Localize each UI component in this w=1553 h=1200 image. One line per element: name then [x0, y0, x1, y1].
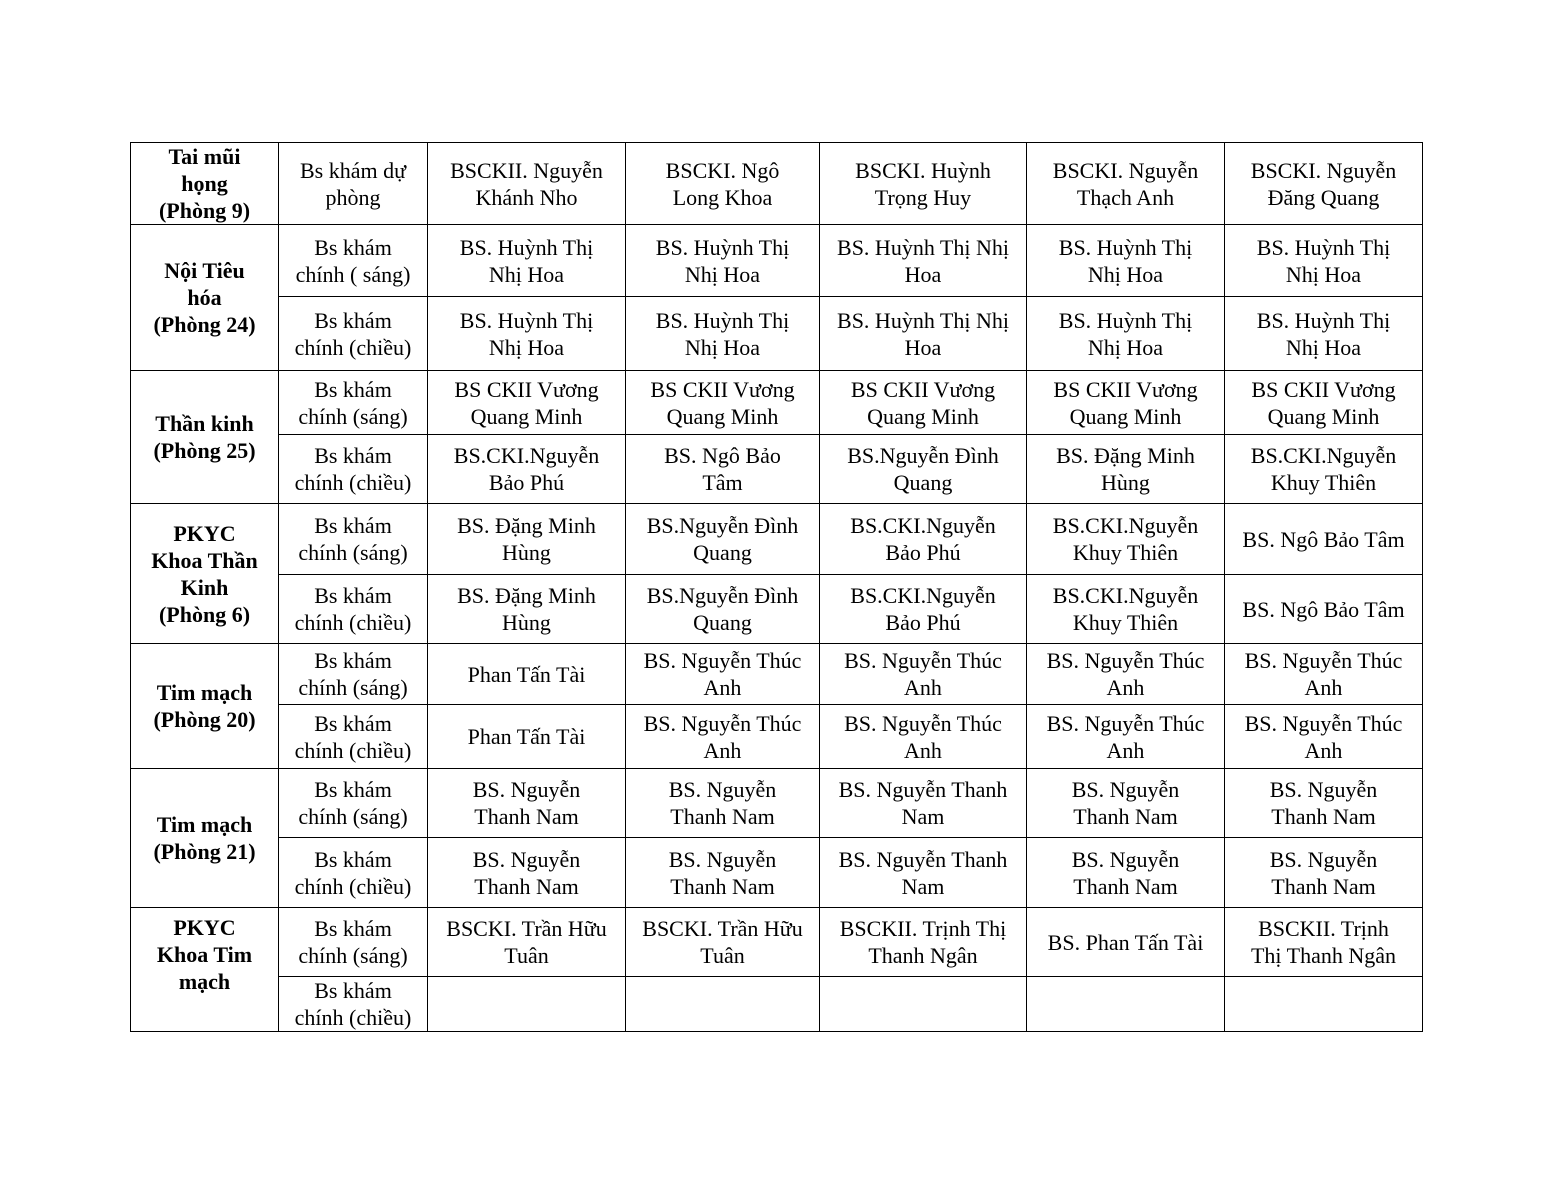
table-row	[131, 575, 1423, 644]
doctor-cell: BSCKII. Trịnh Thị Thanh Ngân	[1225, 908, 1423, 977]
doctor-cell: BSCKI. Nguyễn Đăng Quang	[1225, 143, 1423, 225]
role-cell: Bs khám chính (sáng)	[279, 644, 428, 705]
department-cell: Nội Tiêu hóa (Phòng 24)	[131, 225, 279, 371]
doctor-cell: BS.Nguyễn Đình Quang	[820, 435, 1027, 504]
table-row	[131, 838, 1423, 908]
role-cell: Bs khám chính (sáng)	[279, 908, 428, 977]
doctor-cell: BS. Huỳnh Thị Nhị Hoa	[1225, 225, 1423, 297]
doctor-cell	[428, 977, 626, 1032]
doctor-cell: BS. Nguyễn Thúc Anh	[626, 705, 820, 769]
doctor-cell: BS. Đặng Minh Hùng	[428, 504, 626, 575]
doctor-cell: BS. Nguyễn Thanh Nam	[1225, 838, 1423, 908]
doctor-cell: BS. Ngô Bảo Tâm	[1225, 504, 1423, 575]
role-cell: Bs khám chính (chiều)	[279, 838, 428, 908]
table-row	[131, 143, 1423, 225]
role-cell: Bs khám chính ( sáng)	[279, 225, 428, 297]
doctor-cell: BS.CKI.Nguyễn Khuy Thiên	[1225, 435, 1423, 504]
doctor-cell: BS. Nguyễn Thúc Anh	[1225, 705, 1423, 769]
table-row	[131, 225, 1423, 297]
role-cell: Bs khám chính (chiều)	[279, 435, 428, 504]
doctor-cell: BSCKI. Trần Hữu Tuân	[626, 908, 820, 977]
doctor-cell: BS. Nguyễn Thúc Anh	[1225, 644, 1423, 705]
role-cell: Bs khám chính (chiều)	[279, 297, 428, 371]
doctor-cell: BS CKII Vương Quang Minh	[626, 371, 820, 435]
doctor-cell: BSCKI. Trần Hữu Tuân	[428, 908, 626, 977]
role-cell: Bs khám chính (chiều)	[279, 575, 428, 644]
doctor-cell: BS.Nguyễn Đình Quang	[626, 504, 820, 575]
doctor-cell: Phan Tấn Tài	[428, 644, 626, 705]
doctor-cell: BS. Nguyễn Thanh Nam	[1027, 769, 1225, 838]
doctor-cell: BS. Nguyễn Thanh Nam	[428, 838, 626, 908]
doctor-cell: BS. Nguyễn Thúc Anh	[820, 644, 1027, 705]
doctor-cell: BS.CKI.Nguyễn Bảo Phú	[428, 435, 626, 504]
doctor-cell: BS.CKI.Nguyễn Bảo Phú	[820, 504, 1027, 575]
table-row	[131, 297, 1423, 371]
doctor-cell: BS. Huỳnh Thị Nhị Hoa	[1027, 225, 1225, 297]
doctor-cell: BSCKI. Huỳnh Trọng Huy	[820, 143, 1027, 225]
doctor-cell	[626, 977, 820, 1032]
role-cell: Bs khám chính (sáng)	[279, 504, 428, 575]
doctor-cell: BS. Huỳnh Thị Nhị Hoa	[626, 225, 820, 297]
doctor-cell: BS. Huỳnh Thị Nhị Hoa	[626, 297, 820, 371]
doctor-cell: BS. Ngô Bảo Tâm	[1225, 575, 1423, 644]
doctor-cell: Phan Tấn Tài	[428, 705, 626, 769]
table-row	[131, 977, 1423, 1032]
doctor-cell: BS. Huỳnh Thị Nhị Hoa	[1027, 297, 1225, 371]
doctor-cell: BS. Nguyễn Thanh Nam	[820, 838, 1027, 908]
role-cell: Bs khám chính (chiều)	[279, 705, 428, 769]
doctor-cell: BS. Huỳnh Thị Nhị Hoa	[428, 225, 626, 297]
doctor-schedule-table	[130, 142, 1423, 1032]
role-cell: Bs khám chính (sáng)	[279, 371, 428, 435]
doctor-cell: BS.CKI.Nguyễn Bảo Phú	[820, 575, 1027, 644]
doctor-cell: BS.Nguyễn Đình Quang	[626, 575, 820, 644]
doctor-cell: BS. Nguyễn Thanh Nam	[1027, 838, 1225, 908]
doctor-cell: BS.CKI.Nguyễn Khuy Thiên	[1027, 575, 1225, 644]
doctor-cell	[1027, 977, 1225, 1032]
doctor-cell: BS. Huỳnh Thị Nhị Hoa	[428, 297, 626, 371]
doctor-cell: BS. Phan Tấn Tài	[1027, 908, 1225, 977]
doctor-cell: BS. Nguyễn Thanh Nam	[626, 769, 820, 838]
doctor-cell: BS. Nguyễn Thúc Anh	[626, 644, 820, 705]
doctor-cell: BS CKII Vương Quang Minh	[428, 371, 626, 435]
doctor-cell: BSCKII. Nguyễn Khánh Nho	[428, 143, 626, 225]
doctor-cell: BS. Nguyễn Thanh Nam	[626, 838, 820, 908]
doctor-cell: BS. Huỳnh Thị Nhị Hoa	[820, 297, 1027, 371]
doctor-cell: BSCKI. Nguyễn Thạch Anh	[1027, 143, 1225, 225]
doctor-cell: BS. Nguyễn Thúc Anh	[1027, 644, 1225, 705]
doctor-cell: BS. Ngô Bảo Tâm	[626, 435, 820, 504]
department-cell: Tim mạch (Phòng 21)	[131, 769, 279, 908]
table-row	[131, 769, 1423, 838]
doctor-cell: BS.CKI.Nguyễn Khuy Thiên	[1027, 504, 1225, 575]
department-cell: Tim mạch (Phòng 20)	[131, 644, 279, 769]
table-row	[131, 644, 1423, 705]
doctor-cell: BS. Nguyễn Thúc Anh	[820, 705, 1027, 769]
doctor-cell: BS CKII Vương Quang Minh	[1225, 371, 1423, 435]
doctor-cell: BS CKII Vương Quang Minh	[820, 371, 1027, 435]
table-row	[131, 504, 1423, 575]
doctor-cell: BS CKII Vương Quang Minh	[1027, 371, 1225, 435]
doctor-cell: BS. Nguyễn Thanh Nam	[428, 769, 626, 838]
doctor-cell: BS. Huỳnh Thị Nhị Hoa	[820, 225, 1027, 297]
department-cell: PKYC Khoa Tim mạch	[131, 908, 279, 1032]
doctor-cell	[1225, 977, 1423, 1032]
role-cell: Bs khám chính (sáng)	[279, 769, 428, 838]
department-cell: PKYC Khoa Thần Kinh (Phòng 6)	[131, 504, 279, 644]
doctor-cell: BSCKI. Ngô Long Khoa	[626, 143, 820, 225]
doctor-cell: BS. Đặng Minh Hùng	[428, 575, 626, 644]
doctor-cell: BS. Huỳnh Thị Nhị Hoa	[1225, 297, 1423, 371]
table-row	[131, 371, 1423, 435]
role-cell: Bs khám dự phòng	[279, 143, 428, 225]
doctor-cell: BS. Nguyễn Thúc Anh	[1027, 705, 1225, 769]
table-row	[131, 705, 1423, 769]
doctor-cell: BS. Nguyễn Thanh Nam	[820, 769, 1027, 838]
role-cell: Bs khám chính (chiều)	[279, 977, 428, 1032]
table-row	[131, 435, 1423, 504]
doctor-cell: BSCKII. Trịnh Thị Thanh Ngân	[820, 908, 1027, 977]
table-row	[131, 908, 1423, 977]
department-cell: Thần kinh (Phòng 25)	[131, 371, 279, 504]
doctor-cell	[820, 977, 1027, 1032]
department-cell: Tai mũi họng (Phòng 9)	[131, 143, 279, 225]
doctor-cell: BS. Đặng Minh Hùng	[1027, 435, 1225, 504]
doctor-cell: BS. Nguyễn Thanh Nam	[1225, 769, 1423, 838]
